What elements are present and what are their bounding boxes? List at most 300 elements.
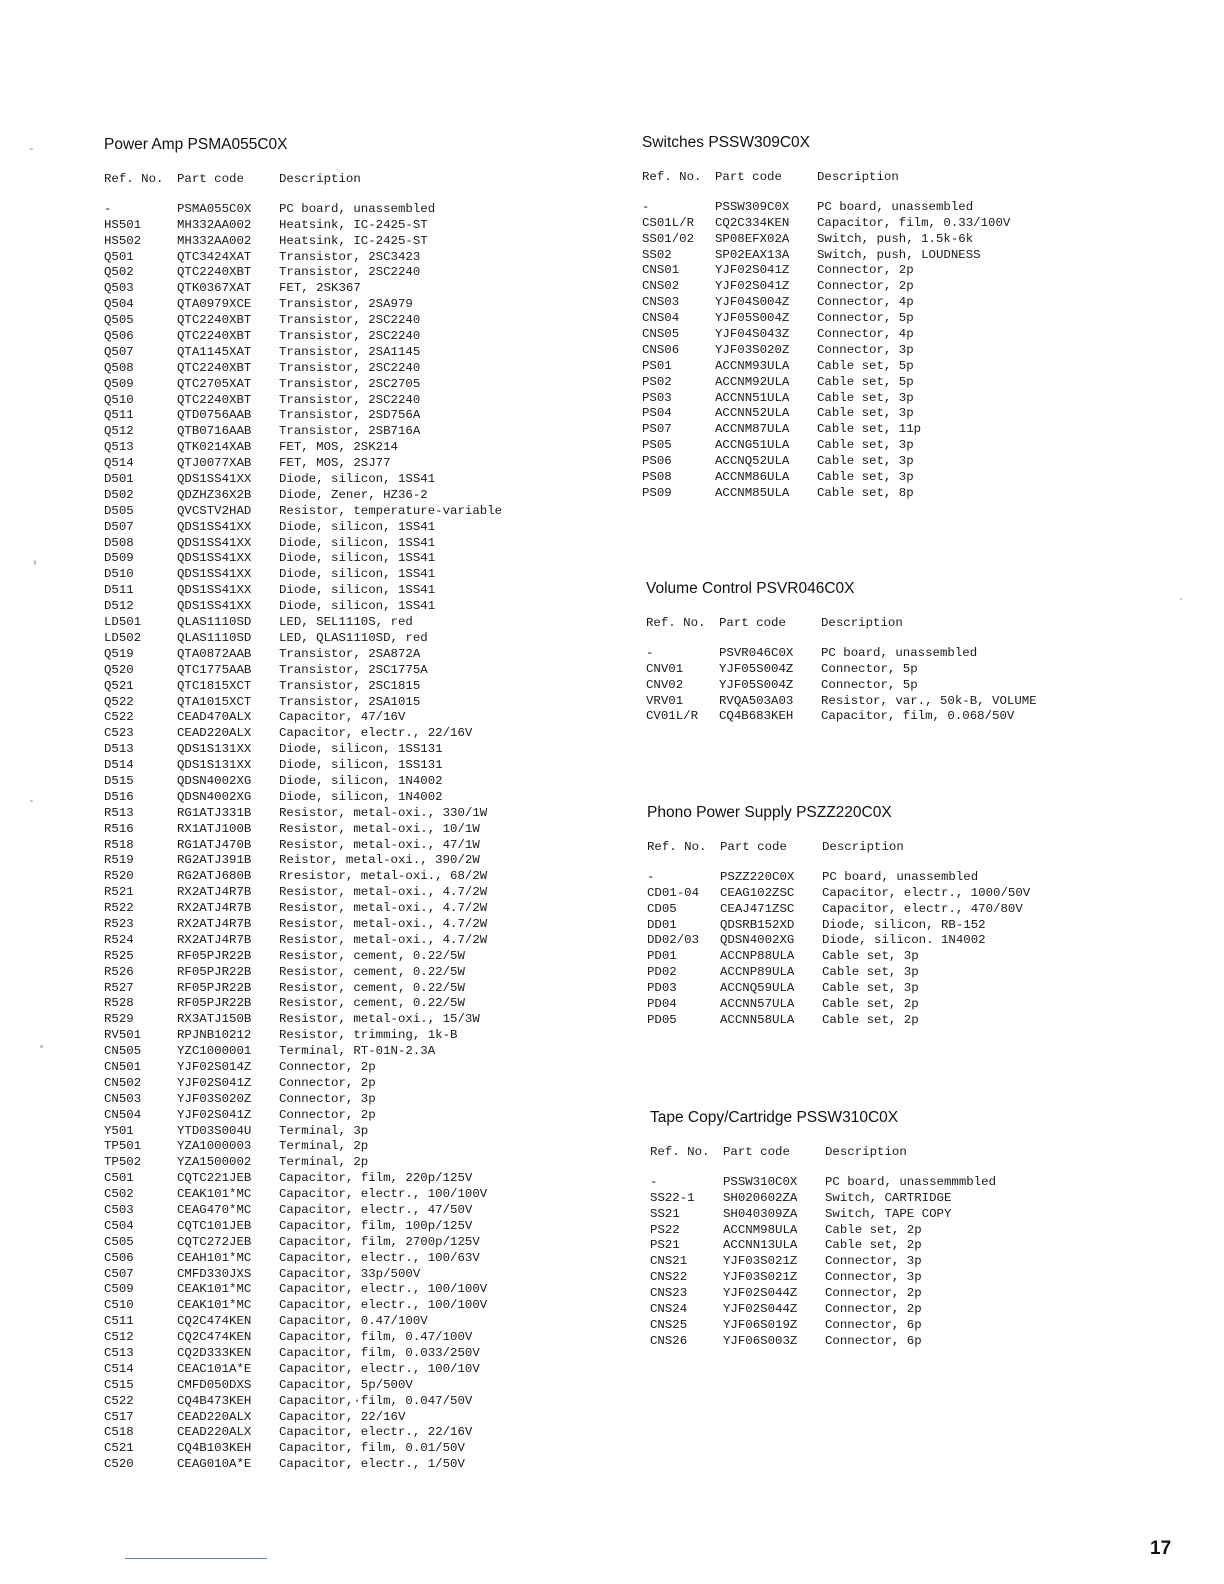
table-row	[104, 901, 488, 917]
ref-cell: VRV01	[646, 693, 684, 708]
table-row	[104, 201, 436, 218]
table-row	[642, 231, 974, 248]
ref-header: Ref. No.	[650, 1145, 710, 1159]
description-cell: Transistor, 2SA1015	[279, 694, 421, 709]
ref-cell: CD01-04	[647, 885, 700, 900]
description-cell: Cable set, 2p	[822, 1012, 919, 1027]
part-code-cell: QTC1775AAB	[177, 662, 252, 677]
part-code-cell: QTB0716AAB	[177, 424, 252, 439]
part-code-cell: YJF02S044Z	[723, 1286, 798, 1301]
ref-cell: C521	[104, 1441, 134, 1456]
description-cell: Terminal, 2p	[279, 1139, 369, 1154]
ref-cell: Q520	[104, 662, 134, 677]
description-cell: Diode, silicon, RB-152	[822, 917, 986, 932]
table-row	[104, 1330, 473, 1346]
volume-control-section	[646, 580, 1037, 725]
part-code-cell: QDSN4002XG	[720, 933, 795, 948]
description-cell: Diode, Zener, HZ36-2	[279, 487, 428, 502]
part-code-cell: YJF02S041Z	[715, 263, 790, 278]
part-code-cell: CEAD470ALX	[177, 710, 252, 725]
part-code-cell: QDS1S131XX	[177, 758, 252, 773]
ref-cell: CNS01	[642, 263, 680, 278]
table-row	[104, 503, 503, 520]
description-cell: Capacitor, film, 2700p/125V	[279, 1234, 480, 1249]
description-cell: Transistor, 2SC3423	[279, 249, 421, 264]
ref-cell: CNS02	[642, 279, 680, 294]
part-code-cell: QDS1SS41XX	[177, 567, 252, 582]
part-code-cell: CQ2C474KEN	[177, 1314, 252, 1329]
part-code-cell: ACCNN58ULA	[720, 1012, 795, 1027]
ref-cell: R528	[104, 996, 134, 1011]
ref-cell: D501	[104, 472, 134, 487]
table-row	[104, 1187, 488, 1203]
ref-cell: CN502	[104, 1075, 142, 1090]
ref-cell: -	[104, 201, 112, 216]
part-code-cell: CQ2C334KEN	[715, 215, 790, 230]
table-row	[104, 583, 436, 599]
description-cell: Diode, silicon, 1SS41	[279, 567, 436, 582]
description-cell: Transistor, 2SC2240	[279, 392, 421, 407]
description-cell: PC board, unassemmmbled	[825, 1174, 997, 1189]
description-cell: Cable set, 3p	[822, 981, 919, 996]
description-cell: Resistor, cement, 0.22/5W	[279, 980, 465, 995]
ref-cell: PS06	[642, 454, 672, 469]
switches-section	[642, 134, 1011, 502]
table-header	[650, 1145, 907, 1161]
ref-cell: PD04	[647, 997, 677, 1012]
table-row	[104, 456, 391, 472]
ref-cell: R518	[104, 837, 134, 852]
description-cell: Capacitor, 0.47/100V	[279, 1314, 428, 1329]
table-row	[104, 789, 443, 806]
ref-cell: C506	[104, 1250, 134, 1265]
ref-cell: PD03	[647, 981, 677, 996]
description-cell: Connector, 2p	[817, 263, 914, 278]
scan-speck	[40, 1045, 43, 1048]
table-row	[104, 567, 436, 583]
description-cell: PC board, unassembled	[821, 645, 978, 660]
part-code-cell: QLAS1110SD	[177, 630, 252, 645]
table-row	[104, 1457, 465, 1473]
part-code-cell: QTC3424XAT	[177, 249, 252, 264]
description-cell: Resistor, metal-oxi., 4.7/2W	[279, 932, 488, 947]
part-code-cell: CQTC101JEB	[177, 1218, 252, 1233]
description-cell: Reistor, metal-oxi., 390/2W	[279, 853, 480, 868]
description-cell: Capacitor, electr., 100/63V	[279, 1250, 480, 1265]
part-code-cell: YJF04S004Z	[715, 295, 790, 310]
table-row	[646, 677, 918, 694]
description-cell: Capacitor, electr., 100/10V	[279, 1361, 480, 1376]
table-row	[104, 1441, 465, 1457]
table-row	[650, 1286, 922, 1302]
ref-cell: -	[650, 1174, 658, 1189]
part-code-cell: QTA1015XCT	[177, 694, 252, 709]
ref-cell: R516	[104, 821, 134, 836]
table-row	[650, 1174, 997, 1191]
table-row	[104, 1250, 480, 1267]
part-code-cell: YJF03S020Z	[715, 342, 790, 357]
part-code-cell: RX1ATJ100B	[177, 821, 252, 836]
ref-cell: Q519	[104, 646, 134, 661]
ref-cell: CV01L/R	[646, 709, 699, 724]
part-code-cell: PSZZ220C0X	[720, 869, 795, 884]
part-code-cell: CEAC101A*E	[177, 1361, 252, 1376]
part-code-cell: PSSW310C0X	[723, 1174, 798, 1189]
description-cell: Connector, 2p	[825, 1302, 922, 1317]
part-code-cell: QVCSTV2HAD	[177, 503, 252, 518]
description-cell: Resistor, trimming, 1k-B	[279, 1028, 458, 1043]
description-cell: Transistor, 2SC2240	[279, 360, 421, 375]
table-row	[104, 1361, 480, 1378]
table-row	[650, 1270, 922, 1286]
description-cell: FET, MOS, 2SK214	[279, 440, 398, 455]
ref-cell: PS08	[642, 470, 672, 485]
ref-cell: R520	[104, 869, 134, 884]
ref-cell: D512	[104, 599, 134, 614]
description-cell: LED, QLAS1110SD, red	[279, 630, 428, 645]
description-cell: Capacitor, film, 0.01/50V	[279, 1441, 465, 1456]
ref-cell: Q511	[104, 408, 134, 423]
table-row	[104, 1282, 488, 1298]
table-row	[642, 438, 914, 454]
ref-cell: PS21	[650, 1238, 680, 1253]
part-code-cell: QDS1SS41XX	[177, 472, 252, 487]
phono-power-supply-section	[647, 804, 1031, 1029]
ref-header: Ref. No.	[642, 170, 702, 184]
description-cell: Connector, 6p	[825, 1333, 922, 1348]
part-code-header: Part code	[719, 616, 786, 630]
ref-cell: -	[646, 645, 654, 660]
table-row	[642, 358, 914, 375]
part-code-cell: RF05PJR22B	[177, 996, 252, 1011]
part-code-cell: QDS1SS41XX	[177, 583, 252, 598]
table-row	[104, 1107, 376, 1124]
table-row	[104, 869, 488, 885]
power-amp-section	[104, 136, 503, 1473]
part-code-cell: CEAJ471ZSC	[720, 901, 795, 916]
description-cell: Transistor, 2SC2240	[279, 265, 421, 280]
ref-cell: CNS26	[650, 1333, 688, 1348]
description-cell: Terminal, RT-01N-2.3A	[279, 1044, 436, 1059]
part-code-cell: ACCNM85ULA	[715, 485, 790, 500]
part-code-cell: YZA1500002	[177, 1155, 252, 1170]
part-code-header: Part code	[177, 172, 244, 186]
ref-cell: R522	[104, 901, 134, 916]
part-code-cell: ACCNN52ULA	[715, 406, 790, 421]
description-header: Description	[825, 1145, 907, 1159]
part-code-cell: YJF02S014Z	[177, 1059, 252, 1074]
table-row	[104, 726, 473, 742]
description-cell: Capacitor, film, 220p/125V	[279, 1171, 473, 1186]
ref-cell: CNV01	[646, 661, 684, 676]
table-row	[104, 1044, 436, 1060]
part-code-header: Part code	[715, 170, 782, 184]
table-row	[646, 661, 918, 678]
ref-cell: R519	[104, 853, 134, 868]
table-row	[104, 853, 480, 869]
part-code-cell: YJF05S004Z	[719, 661, 794, 676]
description-cell: Resistor, metal-oxi., 10/1W	[279, 821, 480, 836]
description-cell: Capacitor, electr., 1000/50V	[822, 885, 1031, 900]
description-header: Description	[822, 840, 904, 854]
part-code-cell: QDSN4002XG	[177, 789, 252, 804]
table-row	[647, 917, 986, 934]
description-cell: Cable set, 5p	[817, 358, 914, 373]
description-cell: Connector, 3p	[825, 1254, 922, 1269]
description-cell: Resistor, metal-oxi., 47/1W	[279, 837, 480, 852]
part-code-cell: YJF04S043Z	[715, 327, 790, 342]
ref-cell: CS01L/R	[642, 215, 695, 230]
part-code-cell: MH332AA002	[177, 233, 252, 248]
part-code-cell: QDZHZ36X2B	[177, 487, 252, 502]
ref-cell: R529	[104, 1012, 134, 1027]
table-row	[104, 472, 436, 488]
part-code-cell: QTD0756AAB	[177, 408, 252, 423]
ref-cell: RV501	[104, 1028, 142, 1043]
description-cell: Cable set, 8p	[817, 485, 914, 500]
description-cell: Capacitor,·film, 0.047/50V	[279, 1393, 473, 1408]
ref-cell: R526	[104, 964, 134, 979]
table-row	[104, 1425, 473, 1441]
ref-cell: Q507	[104, 344, 134, 359]
description-cell: Resistor, cement, 0.22/5W	[279, 996, 465, 1011]
part-code-cell: RPJNB10212	[177, 1028, 252, 1043]
ref-cell: C520	[104, 1457, 134, 1472]
table-row	[104, 297, 413, 313]
table-row	[650, 1302, 922, 1318]
ref-cell: C511	[104, 1314, 134, 1329]
part-code-cell: RG1ATJ331B	[177, 805, 252, 820]
part-code-cell: CMFD050DXS	[177, 1377, 252, 1392]
description-cell: Capacitor, film, 0.068/50V	[821, 709, 1015, 724]
ref-cell: C509	[104, 1282, 134, 1297]
part-code-cell: CQ2D333KEN	[177, 1346, 252, 1361]
description-cell: Transistor, 2SC1775A	[279, 662, 428, 677]
ref-cell: CNS24	[650, 1302, 688, 1317]
ref-cell: SS22-1	[650, 1190, 695, 1205]
description-cell: Cable set, 3p	[822, 965, 919, 980]
part-code-cell: QDS1SS41XX	[177, 535, 252, 550]
description-cell: Capacitor, film, 0.033/250V	[279, 1346, 480, 1361]
table-header	[646, 616, 903, 632]
table-row	[104, 1409, 406, 1426]
table-header	[647, 840, 904, 856]
table-row	[104, 1377, 413, 1394]
table-row	[104, 1314, 428, 1330]
ref-cell: CNS23	[650, 1286, 688, 1301]
table-row	[104, 821, 480, 838]
table-row	[650, 1222, 922, 1239]
ref-cell: C507	[104, 1266, 134, 1281]
description-cell: Cable set, 2p	[825, 1238, 922, 1253]
table-row	[647, 901, 1023, 918]
section-title: Volume Control PSVR046C0X	[646, 580, 855, 597]
ref-cell: SS01/02	[642, 231, 695, 246]
part-code-cell: YJF06S003Z	[723, 1333, 798, 1348]
part-code-cell: YJF02S044Z	[723, 1302, 798, 1317]
part-code-cell: ACCNG51ULA	[715, 438, 790, 453]
table-row	[104, 424, 421, 440]
ref-cell: R523	[104, 916, 134, 931]
part-code-cell: PSMA055C0X	[177, 201, 252, 216]
description-cell: Resistor, temperature-variable	[279, 503, 503, 518]
ref-cell: R513	[104, 805, 134, 820]
part-code-cell: QDS1SS41XX	[177, 599, 252, 614]
table-row	[104, 630, 428, 647]
description-cell: Cable set, 5p	[817, 374, 914, 389]
part-code-cell: QTA1145XAT	[177, 344, 252, 359]
ref-cell: D505	[104, 503, 134, 518]
ref-cell: D510	[104, 567, 134, 582]
description-cell: Connector, 4p	[817, 327, 914, 342]
table-row	[104, 932, 488, 949]
ref-cell: PS03	[642, 390, 672, 405]
ref-cell: PS22	[650, 1222, 680, 1237]
description-header: Description	[817, 170, 899, 184]
description-cell: PC board, unassembled	[822, 869, 979, 884]
description-cell: Connector, 2p	[279, 1075, 376, 1090]
part-code-cell: QTK0367XAT	[177, 281, 252, 296]
description-cell: Diode, silicon, 1N4002	[279, 773, 443, 788]
description-cell: FET, MOS, 2SJ77	[279, 456, 391, 471]
ref-cell: D514	[104, 758, 134, 773]
description-cell: Resistor, metal-oxi., 4.7/2W	[279, 885, 488, 900]
part-code-cell: CMFD330JXS	[177, 1266, 252, 1281]
part-code-cell: MH332AA002	[177, 217, 252, 232]
part-code-cell: QDS1SS41XX	[177, 519, 252, 534]
description-cell: Resistor, var., 50k-B, VOLUME	[821, 693, 1037, 708]
table-row	[104, 1171, 473, 1187]
table-row	[104, 519, 436, 536]
table-row	[642, 263, 914, 279]
ref-cell: CNS06	[642, 342, 680, 357]
part-code-cell: QDS1S131XX	[177, 742, 252, 757]
table-row	[104, 1266, 421, 1283]
description-cell: Connector, 2p	[817, 279, 914, 294]
part-code-cell: ACCNP89ULA	[720, 965, 795, 980]
description-cell: Capacitor, film, 0.33/100V	[817, 215, 1011, 230]
part-code-cell: YJF05S004Z	[719, 677, 794, 692]
part-code-cell: SP02EAX13A	[715, 247, 790, 262]
ref-cell: D507	[104, 519, 134, 534]
description-cell: Transistor, 2SA872A	[279, 646, 421, 661]
table-row	[642, 485, 914, 502]
table-row	[642, 374, 914, 391]
ref-cell: D513	[104, 742, 134, 757]
part-code-cell: SH020602ZA	[723, 1190, 798, 1205]
ref-cell: CN504	[104, 1107, 142, 1122]
part-code-cell: ACCNM87ULA	[715, 422, 790, 437]
description-cell: Resistor, metal-oxi., 15/3W	[279, 1012, 480, 1027]
description-cell: Diode, silicon, 1SS41	[279, 535, 436, 550]
part-code-cell: CQ4B683KEH	[719, 709, 794, 724]
ref-cell: C522	[104, 1393, 134, 1408]
ref-cell: D502	[104, 487, 134, 502]
description-cell: PC board, unassembled	[279, 201, 436, 216]
description-cell: Cable set, 3p	[817, 470, 914, 485]
description-cell: PC board, unassembled	[817, 199, 974, 214]
ref-cell: Q503	[104, 281, 134, 296]
part-code-cell: YJF03S021Z	[723, 1254, 798, 1269]
part-code-cell: QTK0214XAB	[177, 440, 252, 455]
table-row	[104, 1155, 369, 1171]
table-row	[642, 199, 974, 216]
ref-cell: LD502	[104, 630, 142, 645]
description-cell: Diode, silicon, 1SS131	[279, 758, 443, 773]
table-row	[104, 662, 428, 679]
table-row	[650, 1238, 922, 1254]
description-cell: Connector, 4p	[817, 295, 914, 310]
part-code-cell: YZC1000001	[177, 1044, 252, 1059]
ref-cell: Q514	[104, 456, 134, 471]
part-code-cell: ACCNN57ULA	[720, 997, 795, 1012]
description-cell: Diode, silicon, 1N4002	[279, 789, 443, 804]
description-cell: Connector, 3p	[279, 1091, 376, 1106]
part-code-cell: RVQA503A03	[719, 693, 794, 708]
ref-cell: CNS22	[650, 1270, 688, 1285]
ref-cell: R525	[104, 948, 134, 963]
description-cell: Switch, push, 1.5k-6k	[817, 231, 974, 246]
section-title: Phono Power Supply PSZZ220C0X	[647, 804, 892, 821]
section-title: Tape Copy/Cartridge PSSW310C0X	[650, 1109, 899, 1126]
tape-copy-cartridge-section	[650, 1109, 997, 1350]
table-row	[104, 329, 421, 345]
description-cell: Capacitor, electr., 100/100V	[279, 1282, 488, 1297]
table-row	[642, 422, 922, 438]
part-code-cell: CEAK101*MC	[177, 1298, 252, 1313]
description-cell: Capacitor, electr., 100/100V	[279, 1187, 488, 1202]
table-row	[647, 997, 919, 1013]
table-row	[104, 1234, 480, 1251]
part-code-cell: ACCNM92ULA	[715, 374, 790, 389]
description-cell: Resistor, metal-oxi., 4.7/2W	[279, 916, 488, 931]
table-row	[646, 645, 978, 662]
table-row	[104, 360, 421, 377]
part-code-cell: SP08EFX02A	[715, 231, 790, 246]
ref-cell: PD05	[647, 1012, 677, 1027]
table-row	[650, 1317, 922, 1334]
table-row	[642, 454, 914, 470]
part-code-cell: QTC2240XBT	[177, 265, 252, 280]
table-row	[104, 1075, 376, 1092]
description-cell: Connector, 2p	[279, 1107, 376, 1122]
table-row	[642, 311, 914, 327]
description-cell: Connector, 5p	[817, 311, 914, 326]
table-row	[642, 215, 1011, 232]
description-cell: Terminal, 3p	[279, 1123, 369, 1138]
table-row	[642, 406, 914, 422]
table-row	[650, 1333, 922, 1350]
part-code-cell: YJF05S004Z	[715, 311, 790, 326]
part-code-cell: RG1ATJ470B	[177, 837, 252, 852]
table-row	[104, 344, 421, 361]
description-cell: Switch, TAPE COPY	[825, 1206, 952, 1221]
description-cell: Rresistor, metal-oxi., 68/2W	[279, 869, 488, 884]
table-row	[104, 678, 421, 695]
table-row	[104, 440, 398, 456]
ref-cell: C514	[104, 1361, 134, 1376]
description-cell: Connector, 2p	[825, 1286, 922, 1301]
ref-cell: SS02	[642, 247, 672, 262]
table-row	[647, 981, 919, 997]
ref-cell: SS21	[650, 1206, 680, 1221]
description-cell: Resistor, metal-oxi., 330/1W	[279, 805, 488, 820]
page-number: 17	[1150, 1538, 1172, 1559]
part-code-cell: CEAG102ZSC	[720, 885, 795, 900]
part-code-cell: RX3ATJ150B	[177, 1012, 252, 1027]
table-row	[104, 392, 421, 409]
ref-cell: HS501	[104, 217, 142, 232]
